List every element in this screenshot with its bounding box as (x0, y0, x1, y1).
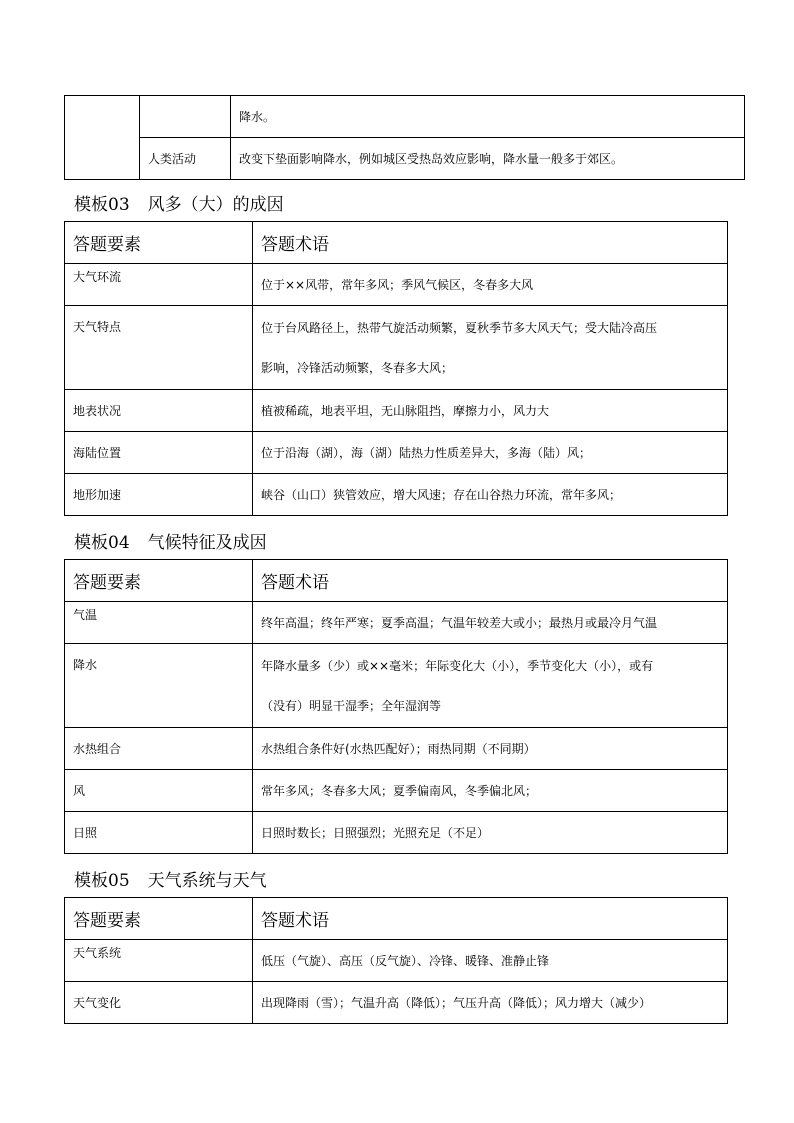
section-title: 气候特征及成因 (147, 533, 267, 553)
row-value (253, 306, 728, 390)
table-row (65, 812, 728, 854)
row-value: 植被稀疏，地表平坦，无山脉阻挡，摩擦力小，风力大 (253, 390, 728, 432)
section-prefix: 模板05 (74, 871, 130, 891)
table-row (65, 264, 728, 306)
row-key: 海陆位置 (65, 432, 253, 474)
row-value: 低压（气旋）、高压（反气旋）、冷锋、暖锋、准静止锋 (253, 940, 728, 982)
section-table (64, 221, 728, 516)
row-key: 水热组合 (65, 728, 253, 770)
table-row (65, 432, 728, 474)
value-line: 位于台风路径上，热带气旋活动频繁，夏秋季节多大风天气；受大陆冷高压 (261, 320, 658, 335)
table-header-row (65, 222, 728, 264)
row-value: 出现降雨（雪）；气温升高（降低）；气压升高（降低）；风力增大（减少） (253, 982, 728, 1024)
section-table (64, 897, 728, 1024)
row-key: 大气环流 (65, 264, 253, 306)
row-value: 终年高温；终年严寒；夏季高温；气温年较差大或小；最热月或最冷月气温 (253, 602, 728, 644)
row-value: 位于沿海（湖），海（湖）陆热力性质差异大，多海（陆）风； (253, 432, 728, 474)
section-title: 风多（大）的成因 (147, 195, 284, 215)
section-table (64, 559, 728, 854)
table-row (65, 940, 728, 982)
row-key: 地表状况 (65, 390, 253, 432)
row-value: 常年多风；冬春多大风；夏季偏南风，冬季偏北风； (253, 770, 728, 812)
row-key: 天气系统 (65, 940, 253, 982)
value-line: 年降水量多（少）或××毫米；年际变化大（小），季节变化大（小），或有 (261, 658, 654, 673)
section-heading (74, 528, 285, 553)
row-key: 风 (65, 770, 253, 812)
header-cell: 答题要素 (65, 222, 253, 264)
row-value: 峡谷（山口）狭管效应，增大风速；存在山谷热力环流，常年多风； (253, 474, 728, 516)
table-row (65, 602, 728, 644)
row-key: 气温 (65, 602, 253, 644)
row-key: 地形加速 (65, 474, 253, 516)
table-row (65, 982, 728, 1024)
header-cell: 答题要素 (65, 560, 253, 602)
row-key: 天气特点 (65, 306, 253, 390)
section-title: 天气系统与天气 (147, 871, 267, 891)
table-row (65, 728, 728, 770)
row-value: 位于××风带，常年多风；季风气候区，冬春多大风 (253, 264, 728, 306)
row-value (253, 644, 728, 728)
header-cell: 答题术语 (253, 560, 728, 602)
header-cell: 答题术语 (253, 222, 728, 264)
table-row (65, 474, 728, 516)
section-heading (74, 190, 302, 215)
table-row (65, 770, 728, 812)
continuation-table (64, 95, 745, 180)
row-key: 降水 (65, 644, 253, 728)
empty-merged-cell (65, 96, 140, 180)
section-prefix: 模板04 (74, 533, 130, 553)
section-prefix: 模板03 (74, 195, 130, 215)
table-cell: 改变下垫面影响降水，例如城区受热岛效应影响，降水量一般多于郊区。 (231, 138, 745, 180)
row-key: 日照 (65, 812, 253, 854)
row-value: 日照时数长；日照强烈；光照充足（不足） (253, 812, 728, 854)
header-cell: 答题术语 (253, 898, 728, 940)
table-row (65, 390, 728, 432)
table-cell: 降水。 (231, 96, 745, 138)
value-line: 影响，冷锋活动频繁，冬春多大风； (261, 360, 454, 375)
header-cell: 答题要素 (65, 898, 253, 940)
section-heading (74, 866, 285, 891)
table-header-row (65, 560, 728, 602)
table-header-row (65, 898, 728, 940)
row-key: 天气变化 (65, 982, 253, 1024)
row-label: 人类活动 (140, 138, 231, 180)
table-row (65, 306, 728, 390)
row-value: 水热组合条件好(水热匹配好）；雨热同期（不同期） (253, 728, 728, 770)
table-row (65, 644, 728, 728)
value-line: （没有）明显干湿季；全年湿润等 (261, 698, 442, 713)
empty-cell (140, 96, 231, 138)
